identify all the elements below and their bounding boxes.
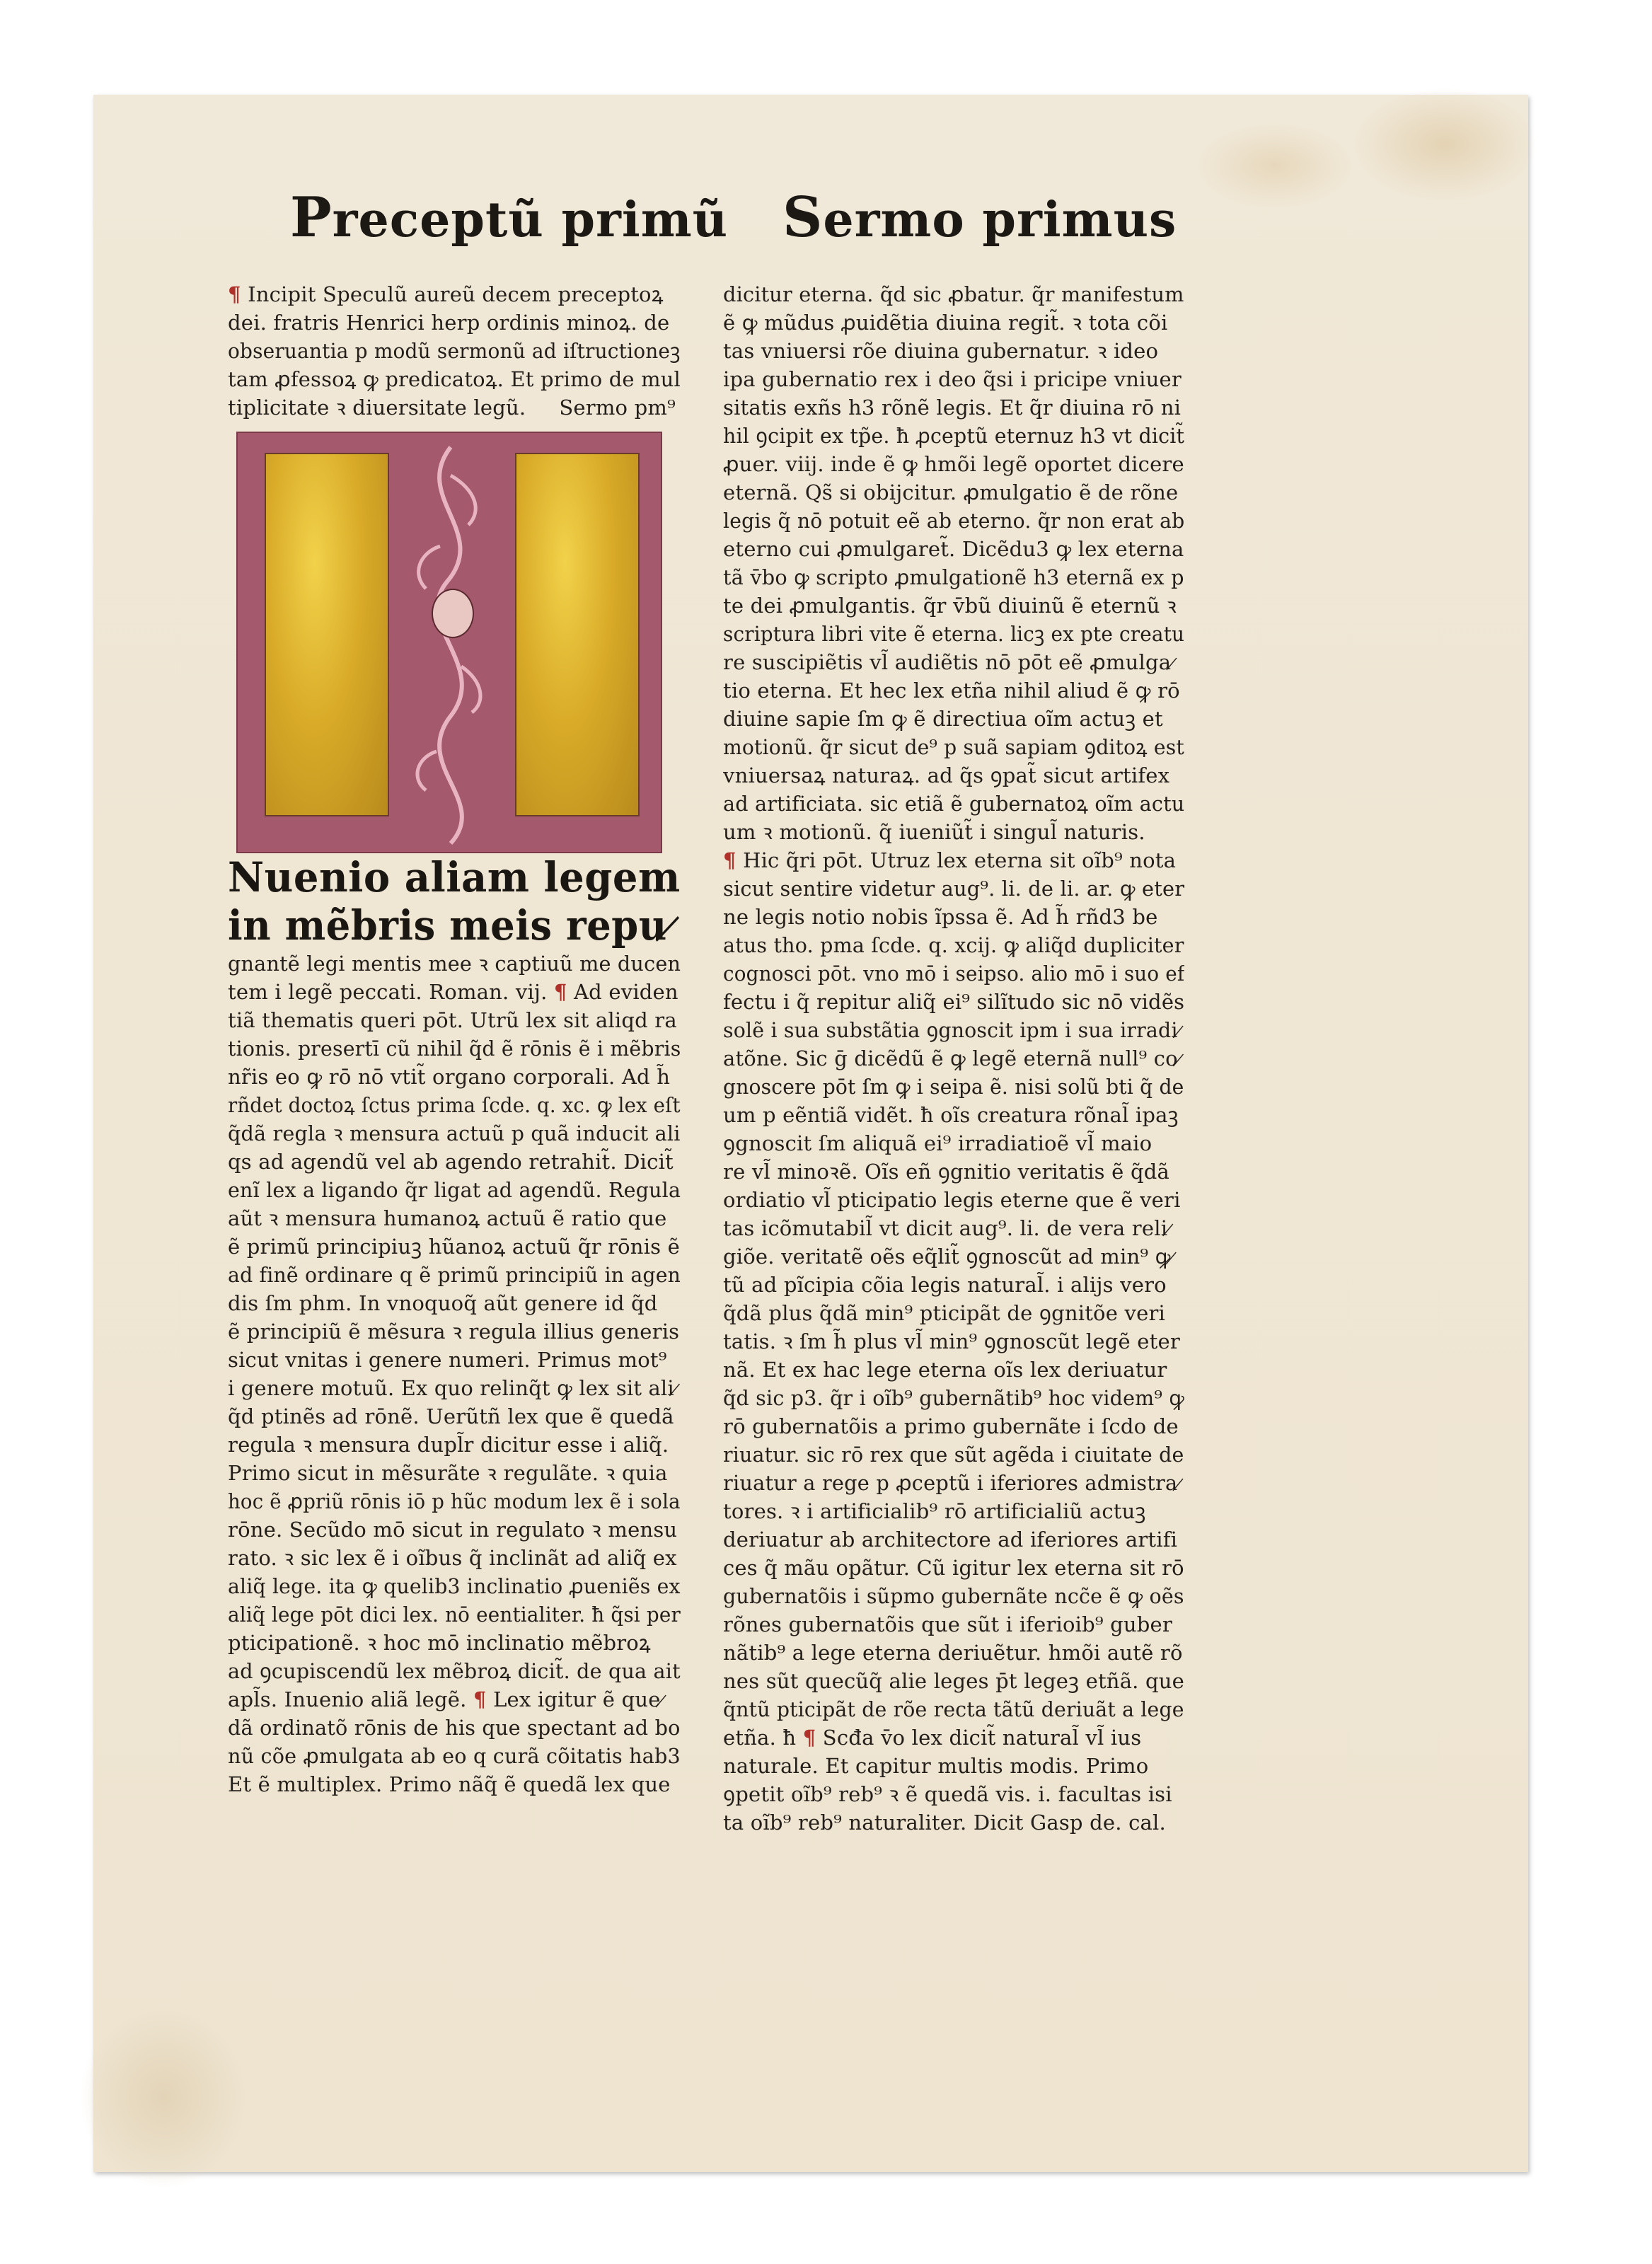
text-line: ad artificiata. sic etiã ẽ gubernatoꝝ oĩm actu [723,792,1184,816]
text-line: q̃d sic p3. q̃r i oĩb⁹ gubernãtib⁹ hoc videm⁹ ꝙ [723,1386,1184,1410]
heading-right [782,185,1177,250]
opening-line: Nuenio aliam legem [228,853,681,901]
text-line: q̃dã regla ꝛ mensura actuũ p quã inducit ali [228,1121,681,1145]
text-line: eternã. Qs̃ si obijcitur. ꝓmulgatio ẽ de rõne [723,480,1179,504]
text-line: tas icõmutabil̃ vt dicit aug⁹. li. de vera reli ̷ [723,1216,1174,1240]
text-line: aũt ꝛ mensura humanoꝝ actuũ ẽ ratio que [228,1206,667,1230]
illuminated-initial [236,432,662,853]
text-line: nũ cõe ꝓmulgata ab eo q curã cõitatis hab3 [228,1744,681,1768]
text-line: dis ſm phm. In vnoquoq̃ aũt genere id q̃d [228,1291,658,1315]
text-line: tiplicitate ꝛ diuersitate legũ. Sermo pm⁹ [228,395,676,420]
text-line: ẽ principiũ ẽ mẽsura ꝛ regula illius generis [228,1319,680,1344]
text-line: um ꝛ motionũ. q̃ iueniũt̃ i singul̃ naturis. [723,820,1145,844]
text-line: qs ad agendũ vel ab agendo retrahit̃. Dicit̃ [228,1150,674,1174]
text-line: obseruantia p modũ sermonũ ad iſtructioneꝫ [228,339,681,363]
text-line: ad ꝯcupiscendũ lex mẽbroꝝ dicit̃. de qua ait [228,1659,681,1683]
text-line: fectu i q̃ repitur aliq̃ ei⁹ silĩtudo sic nō vidẽs [723,990,1184,1014]
text-line: ꝯpetit oĩb⁹ reb⁹ ꝛ ẽ quedã vis. i. facultas isi [723,1782,1172,1806]
text-line: regula ꝛ mensura dupl̃r dicitur esse i aliq̃. [228,1433,669,1457]
text-line: eterno cui ꝓmulgaret̃. Dicẽdu3 ꝙ lex eterna [723,537,1184,561]
text-line: rōne. Secũdo mō sicut in regulato ꝛ mensu [228,1518,678,1542]
initial-stem [398,433,504,852]
text-line: sicut vnitas i genere numeri. Primus mot⁹ [228,1348,667,1372]
text-line: Primo sicut in mẽsurãte ꝛ regulãte. ꝛ quia [228,1461,668,1485]
gold-leaf-panel-left [265,453,389,816]
text-line: vniuersaꝝ naturaꝝ. ad q̃s ꝯpat̃ sicut artifex [723,763,1170,787]
text-line: Et ẽ multiplex. Primo nãq̃ ẽ quedã lex que [228,1772,671,1796]
text-line: tio eterna. Et hec lex etña nihil aliud ẽ ꝙ rō [723,678,1180,703]
gold-leaf-panel-right [515,453,640,816]
text-line: motionũ. q̃r sicut de⁹ p suã sapiam ꝯditoꝝ est [723,735,1184,759]
text-line: apl̃s. Inuenio aliã legẽ. ¶ Lex igitur ẽ que ̷ [228,1687,667,1711]
text-line: atõne. Sic ḡ dicẽdũ ẽ ꝙ legẽ eternã null⁹ co ̷ [723,1046,1184,1070]
text-line: dã ordinatõ rōnis de his que spectant ad bo [228,1716,681,1740]
text-line: re suscipiẽtis vl̃ audiẽtis nō pōt eẽ ꝓmulga ̷ [723,650,1178,674]
paragraph-mark: ¶ [553,980,567,1004]
text-line: ẽ primũ principiuꝫ hũanoꝝ actuũ q̃r rōnis ẽ [228,1235,681,1259]
text-line: nr̃is eo ꝙ rō nō vtit̃ organo corporali. Ad h̃ [228,1065,671,1089]
heading-left-text: receptũ primũ [332,192,729,248]
text-line: nã. Et ex hac lege eterna oĩs lex deriuatur [723,1358,1167,1382]
text-line: etña. ħ ¶ Scđa v̄o lex dicit̃ natural̃ vl̃ ius [723,1726,1142,1750]
paragraph-mark: ¶ [802,1726,816,1750]
text-line: tionis. presertī cũ nihil q̃d ẽ rōnis ẽ i mẽbris [228,1036,681,1061]
text-line: deriuatur ab architectore ad iferiores artifi [723,1527,1178,1552]
text-line: ordiatio vl̃ pticipatio legis eterne que ẽ veri [723,1188,1181,1212]
text-line: riuatur. sic rō rex que sũt agẽda i ciuitate de [723,1443,1184,1467]
left-column-body [228,949,681,1798]
text-line: tiã thematis queri pōt. Utrũ lex sit aliqd ra [228,1008,677,1032]
paragraph-mark: ¶ [473,1687,487,1711]
text-line: tores. ꝛ i artificialib⁹ rō artificialiũ actuꝫ [723,1499,1146,1523]
text-line: hil ꝯcipit ex tp̃e. ħ ꝓceptũ eternuz h3 vt dicit̃ [723,424,1184,448]
text-line: ¶ Incipit Speculũ aureũ decem preceptoꝝ [228,282,664,306]
text-line: tas vniuersi rõe diuina gubernatur. ꝛ ideo [723,339,1159,363]
left-intro-paragraph [228,280,681,422]
text-line: ces q̃ mãu opãtur. Cũ igitur lex eterna sit rō [723,1556,1184,1580]
right-column-body [723,280,1184,1837]
text-line: gnantẽ legi mentis mee ꝛ captiuũ me ducen [228,952,681,976]
text-line: aliq̃ lege pōt dici lex. nō eentialiter. ħ q̃si per [228,1602,681,1627]
text-line: q̃d ptinẽs ad rōnẽ. Uerũtñ lex que ẽ quedã [228,1404,674,1428]
text-line: hoc ẽ ꝓpriũ rōnis iō p hũc modum lex ẽ i sola [228,1489,681,1513]
text-line: scriptura libri vite ẽ eterna. licꝫ ex pte creatu [723,622,1184,646]
text-line: riuatur a rege p ꝓceptũ i iferiores admistra ̷ [723,1471,1184,1495]
text-line: gubernatõis i sũpmo gubernãte ncc̃e ẽ ꝙ oẽs [723,1584,1184,1608]
text-line: ad finẽ ordinare q ẽ primũ principiũ in agen [228,1263,681,1287]
text-line: pticipationẽ. ꝛ hoc mō inclinatio mẽbroꝝ [228,1631,651,1655]
text-line: um p eẽntiã vidẽt. ħ oĩs creatura rõnal̃ ipaꝫ [723,1103,1179,1127]
text-line: rō gubernatõis a primo gubernãte i ſcdo de [723,1414,1179,1438]
text-line: giõe. veritatẽ oẽs eq̃lit̃ ꝯgnoscũt ad min⁹ ꝙ ̷ [723,1244,1177,1269]
text-line: tũ ad pĩcipia cõia legis natural̃. i alijs vero [723,1273,1167,1297]
text-line: dei. fratris Henrici herp ordinis minoꝝ. de [228,311,670,335]
text-line: rato. ꝛ sic lex ẽ i oĩbus q̃ inclinãt ad aliq̃ ex [228,1546,677,1570]
text-line: q̃ntũ pticipãt de rõe recta tãtũ deriuãt a lege [723,1697,1184,1721]
text-line: re vl̃ minoꝛẽ. Oĩs eñ ꝯgnitio veritatis ẽ q̃dã [723,1160,1169,1184]
text-line: tatis. ꝛ ſm h̃ plus vl̃ min⁹ ꝯgnoscũt legẽ eter [723,1329,1180,1353]
text-line: cognosci pōt. vno mō i seipso. alio mō i suo ef [723,961,1184,986]
text-line: tã v̄bo ꝙ scripto ꝓmulgationẽ h3 eternã ex p [723,565,1184,589]
text-line: ne legis notio nobis ĩpssa ẽ. Ad h̃ rñd3 be [723,905,1158,929]
text-line: legis q̃ nō potuit eẽ ab eterno. q̃r non erat ab [723,509,1184,533]
text-line: i genere motuũ. Ex quo relinq̃t ꝙ lex sit ali ̷ [228,1376,681,1400]
text-line: ẽ ꝙ mũdus ꝓuidẽtia diuina regit̃. ꝛ tota cõi [723,311,1168,335]
text-line: sicut sentire videtur aug⁹. li. de li. ar. ꝙ eter [723,877,1184,901]
text-line: diuine sapie ſm ꝙ ẽ directiua oĩm actuꝫ et [723,707,1163,731]
paragraph-mark: ¶ [228,282,241,306]
text-line: sitatis exñs h3 rõnẽ legis. Et q̃r diuina rō ni [723,395,1182,420]
text-line: gnoscere pōt ſm ꝙ i seipa ẽ. nisi solũ bti q̃ de [723,1075,1184,1099]
text-line: nãtib⁹ a lege eterna deriuẽtur. hmõi autẽ rõ [723,1641,1183,1665]
text-line: ta oĩb⁹ reb⁹ naturaliter. Dicit Gasp de. cal. [723,1810,1166,1835]
opening-line: in mẽbris meis repu ̷ [228,901,681,949]
text-line: enĩ lex a ligando q̃r ligat ad agendũ. Regula [228,1178,681,1202]
text-line: aliq̃ lege. ita ꝙ quelib3 inclinatio ꝓueniẽs ex [228,1574,681,1598]
text-line: solẽ i sua substãtia ꝯgnoscit ipm i sua irradi ̷ [723,1018,1184,1042]
left-opening-lines [228,853,681,949]
heading-right-initial: S [782,185,824,250]
text-line: ipa gubernatio rex i deo q̃si i pricipe vniuer [723,367,1182,391]
paragraph-mark: ¶ [723,848,737,872]
text-line: ¶ Hic q̃ri pōt. Utruz lex eterna sit oĩb⁹ nota [723,848,1177,872]
text-line: rñdet doctoꝝ ſctus prima ſcde. q. xc. ꝙ lex eſt [228,1093,681,1117]
text-line: rõnes gubernatõis que sũt i iferioib⁹ guber [723,1612,1172,1636]
grotesque-face [432,589,474,638]
text-line: q̃dã plus q̃dã min⁹ pticipãt de ꝯgnitõe veri [723,1301,1165,1325]
text-line: te dei ꝓmulgantis. q̃r v̄bũ diuinũ ẽ eternũ ꝛ [723,594,1177,618]
heading-left-initial: P [290,185,333,250]
heading-left [290,185,728,250]
text-line: dicitur eterna. q̃d sic ꝓbatur. q̃r manifestum [723,282,1184,306]
text-line: ꝓuer. viij. inde ẽ ꝙ hmõi legẽ oportet dicere [723,452,1184,476]
foliage-ornament [398,433,504,852]
text-line: tem i legẽ peccati. Roman. vij. ¶ Ad eviden [228,980,678,1004]
text-line: nes sũt quecũq̃ alie leges p̄t legeꝫ etñã. que [723,1669,1184,1693]
text-line: ꝯgnoscit ſm aliquã ei⁹ irradiatioẽ vl̃ maio [723,1131,1153,1155]
heading-right-text: ermo primus [823,192,1177,248]
text-line: atus tho. pma ſcde. q. xcij. ꝙ aliq̃d dupliciter [723,933,1184,957]
text-line: tam ꝓfessoꝝ ꝙ predicatoꝝ. Et primo de mul [228,367,681,391]
text-line: naturale. Et capitur multis modis. Primo [723,1754,1149,1778]
